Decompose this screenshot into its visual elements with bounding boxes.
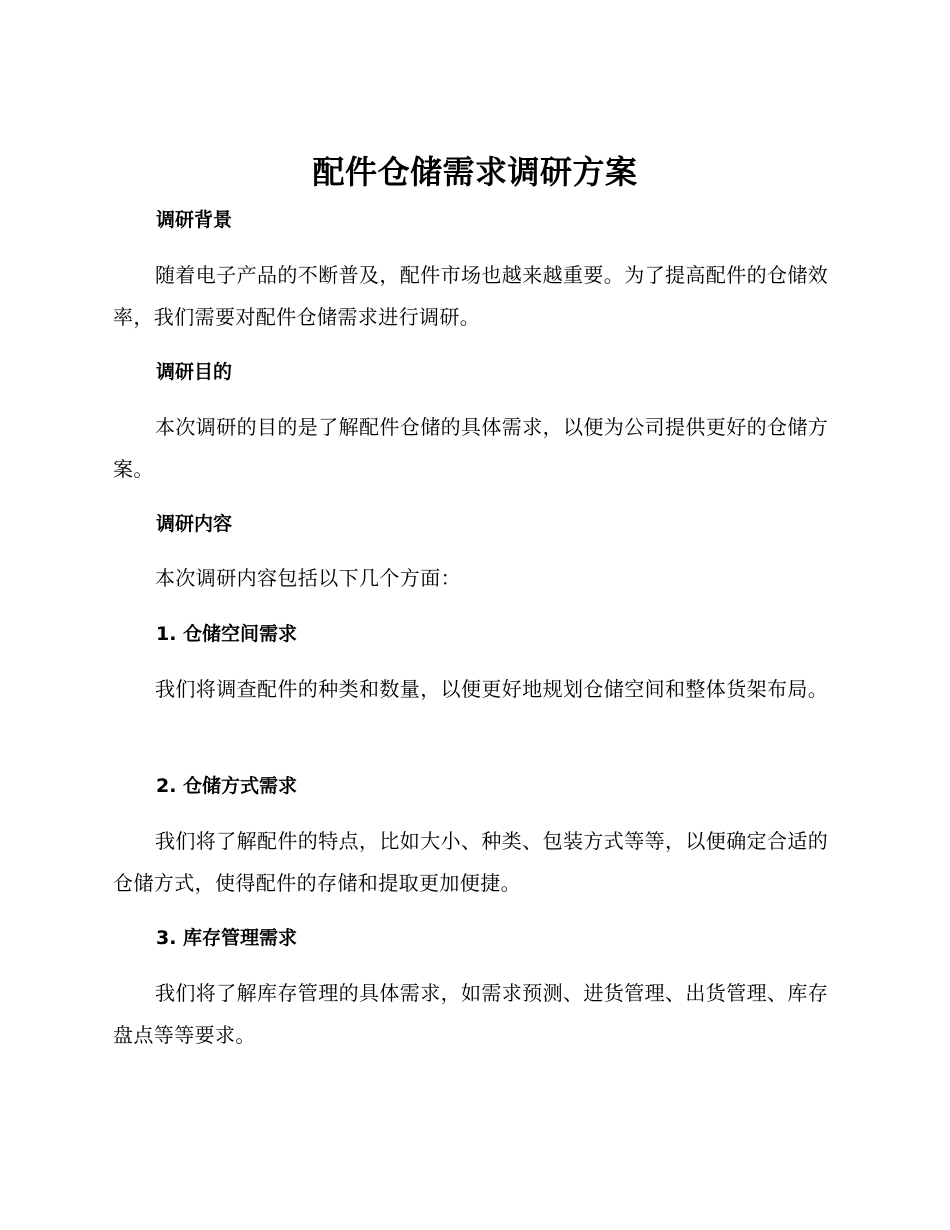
section-body-purpose: 本次调研的目的是了解配件仓储的具体需求，以便为公司提供更好的仓储方案。 bbox=[113, 415, 829, 481]
section-heading-method: 2. 仓储方式需求 bbox=[156, 775, 298, 797]
section-heading-inventory: 3. 库存管理需求 bbox=[156, 927, 298, 949]
section-heading-space: 1. 仓储空间需求 bbox=[156, 623, 298, 645]
section-heading-background: 调研背景 bbox=[156, 209, 233, 231]
document-title: 配件仓储需求调研方案 bbox=[312, 153, 638, 191]
section-heading-content: 调研内容 bbox=[156, 513, 233, 535]
section-body-method: 我们将了解配件的特点，比如大小、种类、包装方式等等，以便确定合适的仓储方式，使得配件的存储和提取更加便捷。 bbox=[113, 829, 829, 895]
section-body-content: 本次调研内容包括以下几个方面： bbox=[155, 566, 461, 590]
section-heading-purpose: 调研目的 bbox=[156, 361, 233, 383]
section-body-background: 随着电子产品的不断普及，配件市场也越来越重要。为了提高配件的仓储效率，我们需要对配件仓储需求进行调研。 bbox=[113, 263, 829, 329]
section-body-space: 我们将调查配件的种类和数量，以便更好地规划仓储空间和整体货架布局。 bbox=[155, 677, 829, 701]
section-body-inventory: 我们将了解库存管理的具体需求，如需求预测、进货管理、出货管理、库存盘点等等要求。 bbox=[113, 981, 829, 1047]
